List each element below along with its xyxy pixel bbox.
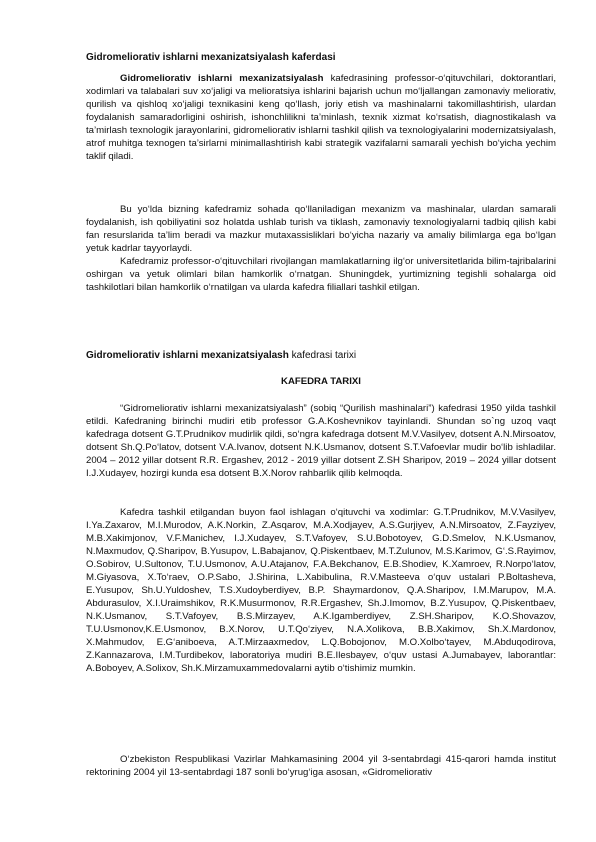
section1-paragraph-1: [86, 72, 556, 163]
section1-title: Gidromeliorativ ishlarni mexanizatsiyalash kaferdasi: [86, 52, 336, 63]
paragraph-1-text: kafedrasining professor-o‘qituvchilari, doktorantlari, xodimlari va talabalari suv xo‘jaligi va melioratsiya ishlarini bajarish uchun mo‘ljallangan zamonaviy meliorativ, qurilish va qishloq xo‘jaligi texnikasini keng qo‘llash, joriy etish va mashinalarni takomillashtirish, ulardan foydalanish samaradorligini oshirish, ishonchlilikni ta’minlash, texnik xizmat ko‘rsatish, diagnostikalash va ta’mirlash texnologik jarayonlarini, gidromeliorativ ishlarni tashkil qilish va texnologiyalarini modernizatsiyalash, atrof muhitga texnogen ta’sirlarni minimallashtirish kabi strategik vazifalarni samarali yechish bo‘yicha yechim taklif qiladi.: [86, 73, 556, 162]
section2-paragraph-1: “Gidromeliorativ ishlarni mexanizatsiyalash” (sobiq “Qurilish mashinalari”) kafedrasi 1950 yilda tashkil etildi. Kafedraning birinchi mudiri etib professor G.A.Koshevnikov tayinlandi. Shundan so`ng uzoq vaqt kafedraga dotsent G.T.Prudnikov mudirlik qildi, so‘ngra kafedraga dotsent M.V.Vasilyev, dotsent A.N.Mirsoatov, dotsent Sh.Q.Po‘latov, dotsent V.A.Ivanov, dotsent N.K.Usmanov, dotsent S.T.Vafoevlar mudir bo‘lib ishladilar. 2004 – 2012 yillar dotsent R.R. Ergashev, 2012 - 2019 yillar dotsent Z.SH Sharipov, 2019 – 2024 yillar dotsent I.J.Xudayev, hozirgi kunda esa dotsent B.X.Norov rahbarlik qilib kelmoqda.: [86, 403, 556, 479]
section2-paragraph-3: O‘zbekiston Respublikasi Vazirlar Mahkamasining 2004 yil 3-sentabrdagi 415-qarori hamda institut rektorining 2004 yil 13-sentabrdagi 187 sonli bo‘yrug‘iga asosan, «Gidromeliorativ: [86, 754, 556, 778]
section2-heading: KAFEDRA TARIXI: [281, 376, 361, 387]
section1-paragraph-2: Bu yo‘lda bizning kafedramiz sohada qo‘llaniladigan mexanizm va mashinalar, ulardan samarali foydalanish, ish qobiliyatini soz holatda ushlab turish va tiklash, zamonaviy texnologiyalarni tadbiq qilish kabi fan resurslarida ta’lim beradi va mazkur mutaxassisliklari bo‘yicha nazariy va amaliy bilimlarga ega bo‘lgan yetuk kadrlar tayyorlaydi.: [86, 204, 556, 254]
section2-title-bold: Gidromeliorativ ishlarni mexanizatsiyalash: [86, 350, 289, 361]
section2-paragraph-2: Kafedra tashkil etilgandan buyon faol ishlagan o‘qituvchi va xodimlar: G.T.Prudnikov, M.V.Vasilyev, I.Ya.Zaxarov, M.I.Murodov, A.K.Norkin, Z.Asqarov, M.A.Xodjayev, A.S.Gurjiyev, A.N.Mirsoatov, Z.Fayziyev, M.B.Xakimjonov, V.F.Manichev, I.J.Xudayev, S.T.Vafoyev, S.U.Bobotoyev, G.D.Smelov, N.K.Usmanov, N.Maxmudov, Q.Sharipov, B.Yusupov, L.Babajanov, Q.Piskentbaev, M.T.Zulunov, M.S.Karimov, G‘.S.Rayimov, O.Sobirov, U.Sultonov, T.U.Usmonov, A.U.Atajanov, F.A.Bekchanov, E.B.Shodiev, K.Xamroev, R.Norpo‘latov, M.Giyasova, X.To‘raev, O.P.Sabo, J.Shirina, L.Xabibulina, R.V.Masteeva o‘quv ustalari P.Boltasheva, E.Yusupov, Sh.U.Yuldoshev, T.S.Xudoyberdiyev, B.P. Shaymardonov, Q.A.Sharipov, I.M.Marupov, M.A. Abdurasulov, X.I.Uraimshikov, R.K.Musurmonov, R.R.Ergashev, Sh.J.Imomov, B.Z.Yusupov, Q.Piskentbaev, N.K.Usmanov, S.T.Vafoyev, B.S.Mirzayev, A.K.Igamberdiyev, Z.SH.Sharipov, K.O.Shovazov, T.U.Usmonov,K.E.Usmonov, B.X.Norov, U.T.Qo‘ziyev, N.A.Xolikova, B.B.Xakimov, Sh.X.Mardonov, X.Mahmudov, E.G‘aniboeva, A.T.Mirzaaxmedov, L.Q.Bobojonov, M.O.Xolbo‘tayev, M.Abduqodirova, Z.Kannazarova, I.M.Turdibekov, laboratoriya mudiri B.E.Ilesbayev, o‘quv ustasi A.Jumabayev, laborantlar: A.Boboyev, A.Solixov, Sh.K.Mirzamuxammedovalarni aytib o‘tishimiz mumkin.: [86, 507, 556, 674]
section2-title-rest: kafedrasi tarixi: [288, 350, 357, 361]
paragraph-1-bold-lead: Gidromeliorativ ishlarni mexanizatsiyalash: [120, 73, 324, 84]
section1-paragraph-3: Kafedramiz professor-o‘qituvchilari rivojlangan mamlakatlarning ilg‘or universitetlarida bilim-tajribalarini oshirgan va yetuk olimlari bilan hamkorlik o‘rnatgan. Shuningdek, yurtimizning tegishli sohalarga oid tashkilotlari bilan hamkorlik o‘rnatilgan va ularda kafedra filiallari tashkil etilgan.: [86, 256, 556, 293]
section2-title: [86, 350, 356, 361]
